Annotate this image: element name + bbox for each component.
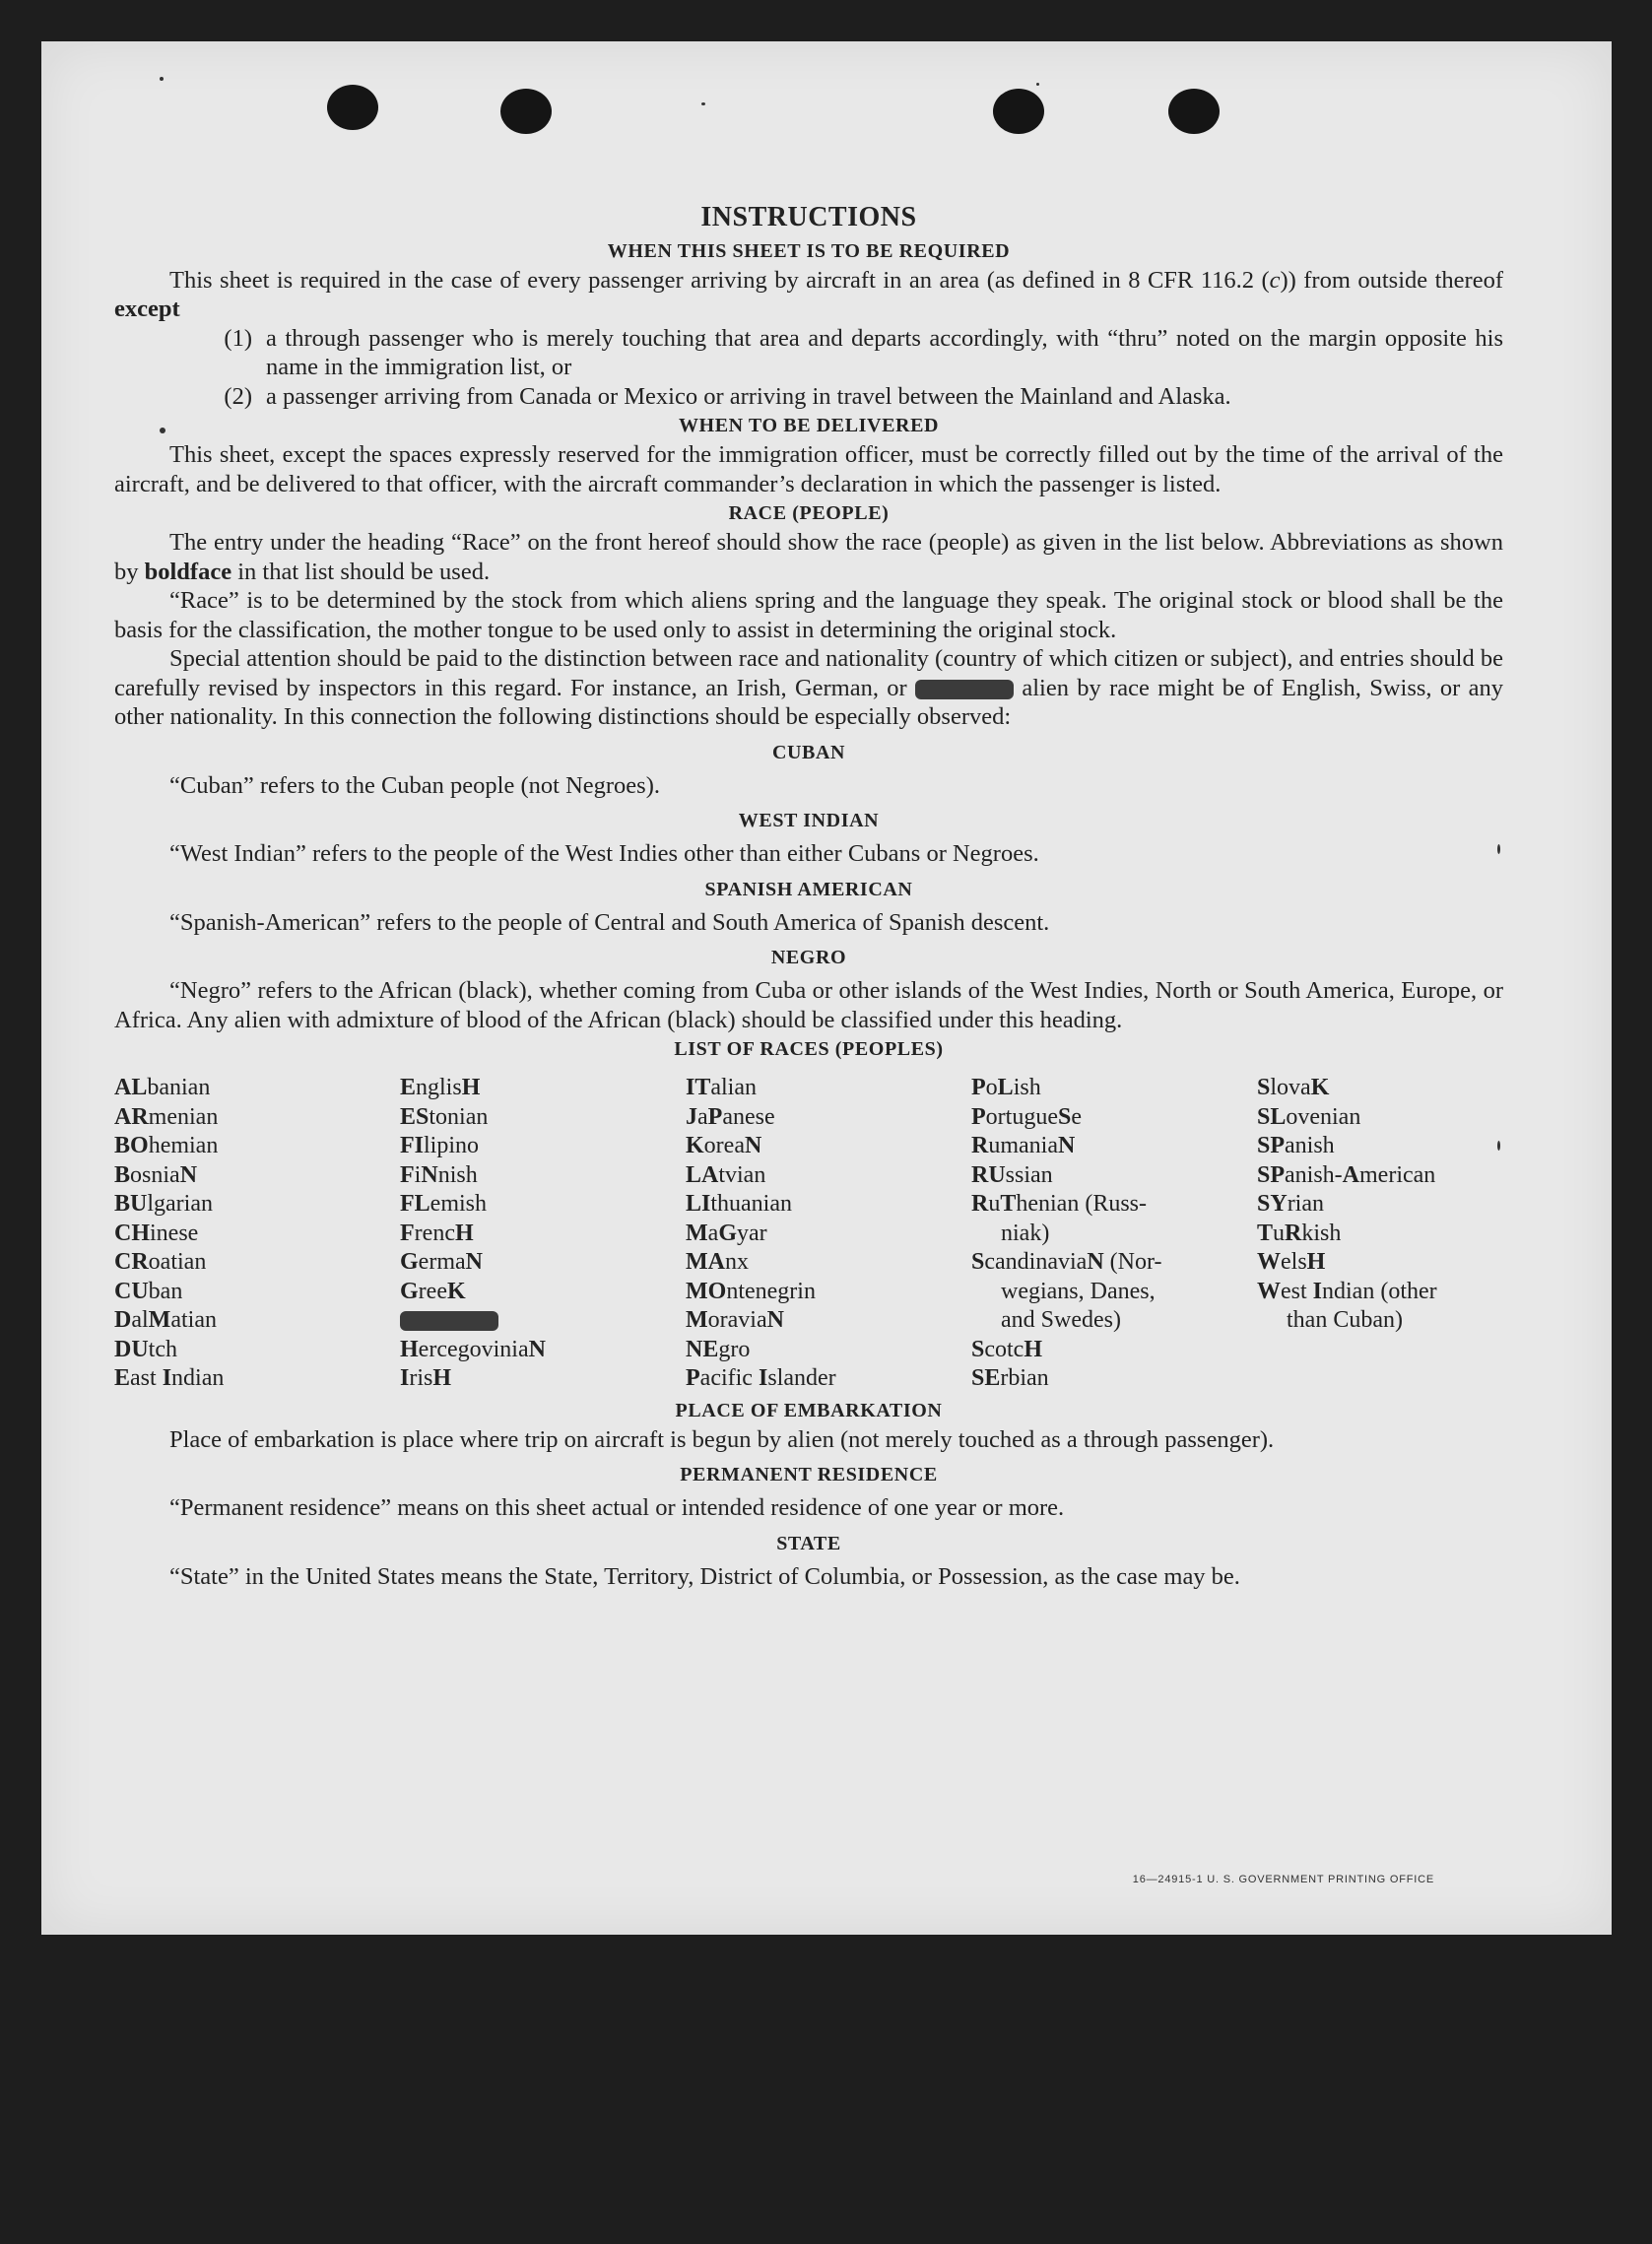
race-entry: TuRkish [1257,1220,1342,1246]
instructions-body [114,160,1503,1591]
race-entry: EnglisH [400,1075,481,1100]
race-entry: wegians, Danes, [1001,1278,1156,1304]
race-entry: PortugueSe [971,1103,1082,1130]
race-entry: NEgro [686,1336,751,1362]
race-entry: SPanish-American [1257,1161,1436,1188]
race-entry: RuThenian (Russ- [971,1191,1148,1217]
race-entry: SlovaK [1257,1075,1330,1100]
delivered-text: This sheet, except the spaces expressly reserved for the immigration officer, must be correctly filled out by the time of the arrival of the aircraft, and be delivered to that officer, with the aircraft commander’s declaration in which the passenger is listed. [114,441,1503,497]
race-entry: IrisH [400,1365,452,1391]
punch-hole [327,85,378,130]
races-column [1257,1074,1543,1394]
race-entry: CUban [114,1278,183,1304]
race-entry: GreeK [400,1278,466,1304]
race-entry: GermaN [400,1249,483,1275]
printing-office-code: 16—24915-1 U. S. GOVERNMENT PRINTING OFFICE [1132,1874,1434,1885]
heading-west-indian: WEST INDIAN [738,810,880,831]
race-entry: FIlipino [400,1133,480,1158]
heading-delivered: WHEN TO BE DELIVERED [678,415,940,436]
races-list [114,1074,1503,1394]
speck [160,77,164,81]
races-column [686,1074,971,1394]
race-entry: ScotcH [971,1336,1043,1362]
race-entry: ARmenian [114,1103,219,1130]
race-entry: FiNnish [400,1161,478,1188]
race-entry: FrencH [400,1220,474,1246]
race-entry: KoreaN [686,1133,762,1158]
race-entry: LIthuanian [686,1191,792,1217]
heading-negro: NEGRO [770,947,847,968]
race-entry: MOntenegrin [686,1278,816,1304]
race-entry: than Cuban) [1287,1307,1403,1333]
race-entry: West Indian (other [1257,1278,1437,1304]
race-entry: DUtch [114,1336,177,1362]
punch-hole [1168,89,1220,134]
west-indian-text: “West Indian” refers to the people of the West Indies other than either Cubans or Negroes. [169,840,1039,867]
race-paragraph-2: “Race” is to be determined by the stock from which aliens spring and the language they speak. The original stock or blood shall be the basis for the classification, the mother tongue to be used only to assist in determining the original stock. [114,587,1503,643]
races-column [400,1074,686,1394]
race-entry: niak) [1001,1220,1050,1246]
exception-item: (2) a passenger arriving from Canada or Mexico or arriving in travel between the Mainland and Alaska. [224,382,1231,410]
punch-hole [500,89,552,134]
race-paragraph-3: Special attention should be paid to the distinction between race and nationality (country of which citizen or subject), and entries should be carefully revised by inspectors in this regard. For instance, an Irish, German, or alien by race might be of English, Swiss, or any other nationality. In this connection the following distinctions should be especially observed: [114,645,1503,730]
race-entry: MaGyar [686,1220,767,1246]
page-title: INSTRUCTIONS [700,202,917,232]
race-entry: LAtvian [686,1161,766,1188]
state-text: “State” in the United States means the State, Territory, District of Columbia, or Possession, as the case may be. [169,1562,1240,1590]
race-entry: CHinese [114,1220,199,1246]
race-entry: BUlgarian [114,1191,213,1217]
race-entry: MoraviaN [686,1307,784,1333]
race-entry: JaPanese [686,1103,775,1130]
redaction-mark [915,680,1014,699]
race-entry: HercegoviniaN [400,1336,546,1362]
races-column [971,1074,1257,1394]
race-entry: PoLish [971,1075,1041,1100]
heading-list-of-races: LIST OF RACES (PEOPLES) [674,1038,944,1060]
heading-cuban: CUBAN [771,741,846,763]
race-entry: BOhemian [114,1133,219,1158]
race-entry: ITalian [686,1075,757,1100]
race-entry: Pacific Islander [686,1365,836,1391]
negro-text: “Negro” refers to the African (black), whether coming from Cuba or other islands of the West Indies, North or South America, Europe, or Africa. Any alien with admixture of blood of the African (black) should be classified under this heading. [114,977,1503,1033]
race-entry: RUssian [971,1161,1053,1188]
cuban-text: “Cuban” refers to the Cuban people (not Negroes). [169,771,660,799]
race-entry: DalMatian [114,1307,217,1333]
embarkation-text: Place of embarkation is place where trip on aircraft is begun by alien (not merely touched as a through passenger). [169,1425,1275,1453]
document-page [41,41,1612,1935]
heading-race: RACE (PEOPLE) [728,502,890,524]
race-entry: SLovenian [1257,1103,1361,1130]
race-entry: RumaniaN [971,1133,1076,1158]
heading-embarkation: PLACE OF EMBARKATION [675,1399,943,1421]
heading-residence: PERMANENT RESIDENCE [680,1464,938,1485]
speck [1036,83,1039,86]
residence-text: “Permanent residence” means on this sheet actual or intended residence of one year or more. [169,1494,1065,1521]
race-entry: SErbian [971,1365,1049,1391]
race-entry: WelsH [1257,1249,1326,1275]
race-entry: EStonian [400,1103,489,1130]
race-entry: SYrian [1257,1191,1324,1217]
race-entry: SPanish [1257,1133,1335,1158]
race-paragraph-1: The entry under the heading “Race” on the front hereof should show the race (people) as given in the list below. Abbreviations as shown by boldface in that list should be used. [114,529,1503,585]
heading-required: WHEN THIS SHEET IS TO BE REQUIRED [607,239,1011,262]
race-entry: MAnx [686,1249,749,1275]
race-entry: CRoatian [114,1249,207,1275]
races-column [114,1074,400,1394]
exception-item: (1) a through passenger who is merely touching that area and departs accordingly, with “thru” noted on the margin opposite his name in the immigration list, or [224,324,1503,380]
race-entry: BosniaN [114,1161,198,1188]
race-entry: East Indian [114,1365,225,1391]
heading-spanish-american: SPANISH AMERICAN [704,878,913,900]
required-intro: This sheet is required in the case of every passenger arriving by aircraft in an area (as defined in 8 CFR 116.2 (c)) from outside thereof except [114,266,1503,322]
race-entry: ScandinaviaN (Nor- [971,1249,1162,1275]
punch-hole [993,89,1044,134]
speck [701,102,705,105]
race-entry: FLemish [400,1191,487,1217]
race-entry: and Swedes) [1001,1307,1121,1333]
race-entry [400,1306,686,1336]
spanish-american-text: “Spanish-American” refers to the people of Central and South America of Spanish descent. [169,908,1050,936]
heading-state: STATE [776,1532,841,1554]
redaction-mark [400,1311,498,1331]
race-entry: ALbanian [114,1075,211,1100]
